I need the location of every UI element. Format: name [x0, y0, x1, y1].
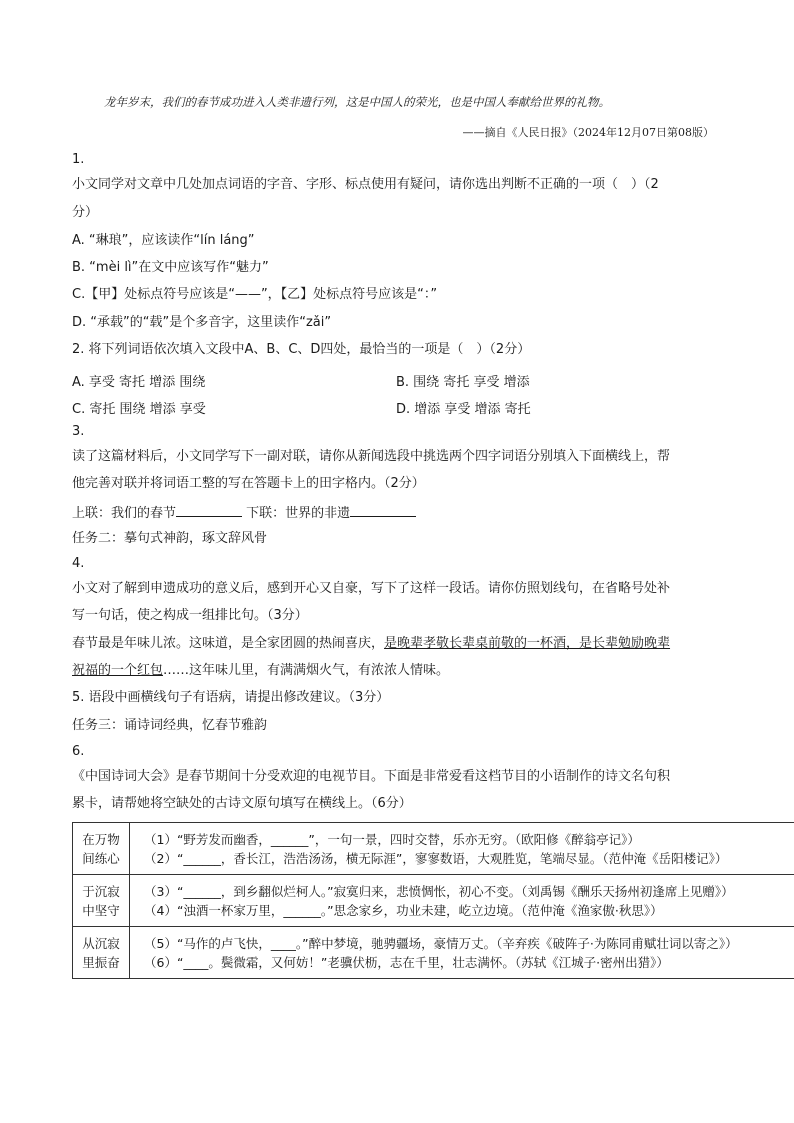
q1-stem-line2: 分）	[72, 205, 99, 220]
poem-fill-item-5[interactable]: （5）“马作的卢飞快，____。”醉中梦境，驰骋疆场，豪情万丈。（辛弃疾《破阵子·为陈同甫赋壮词以寄之》）	[144, 935, 738, 951]
q1-number: 1.	[72, 152, 85, 167]
q5-stem: 5. 语段中画横线句子有语病，请提出修改建议。（3分）	[72, 690, 390, 705]
q4-number: 4.	[72, 556, 85, 571]
table-row	[73, 927, 794, 979]
q2-option-a[interactable]: A. 享受 寄托 增添 围绕	[72, 375, 206, 390]
task2-heading: 任务二：摹句式神韵，琢文辞风骨	[72, 531, 268, 546]
q2-option-c[interactable]: C. 寄托 围绕 增添 享受	[72, 402, 206, 417]
row-label: 于沉寂 中坚守	[73, 875, 130, 927]
news-quote: 龙年岁末，我们的春节成功进入人类非遗行列，这是中国人的荣光，也是中国人奉献给世界的礼物。	[104, 95, 610, 109]
table-row	[73, 875, 794, 927]
poetry-card-table	[72, 822, 794, 979]
poem-fill-item-6[interactable]: （6）“____。鬓微霜，又何妨！”老骥伏枥，志在千里，壮志满怀。（苏轼《江城子·密州出猎》）	[144, 954, 669, 970]
underlined-sentence: 是晚辈孝敬长辈桌前敬的一杯酒，是长辈勉励晚辈	[384, 636, 671, 651]
q3-couplet	[72, 504, 416, 522]
task3-heading: 任务三：诵诗词经典，忆春节雅韵	[72, 718, 268, 733]
q2-option-d[interactable]: D. 增添 享受 增添 寄托	[396, 402, 531, 417]
poem-fill-item-4[interactable]: （4）“浊酒一杯家万里，______。”思念家乡，功业未建，屹立边境。（范仲淹《渔家傲·秋思》）	[144, 902, 663, 918]
poem-fill-item-1[interactable]: （1）“野芳发而幽香，______”，一句一景，四时交替，乐亦无穷。（欧阳修《醉翁亭记》）	[144, 831, 640, 847]
q1-stem-line1: 小文同学对文章中几处加点词语的字音、字形、标点使用有疑问，请你选出判断不正确的一项（ ）（2	[72, 177, 659, 192]
q4-stem-line2: 写一句话，使之构成一组排比句。（3分）	[72, 608, 308, 623]
q1-option-d[interactable]: D. “承载”的“载”是个多音字，这里读作“zǎi”	[72, 315, 332, 330]
q3-stem-line2: 他完善对联并将词语工整的写在答题卡上的田字格内。（2分）	[72, 476, 425, 491]
upper-couplet-blank[interactable]	[176, 504, 242, 517]
poem-fill-item-3[interactable]: （3）“______，到乡翻似烂柯人。”寂寞归来，悲愤惆怅，初心不变。（刘禹锡《酬乐天扬州初逢席上见赠》）	[144, 883, 734, 899]
lower-couplet-label: 下联：世界的非遗	[246, 506, 351, 521]
q4-stem-line1: 小文对了解到申遗成功的意义后，感到开心又自豪，写下了这样一段话。请你仿照划线句，在省略号处补	[72, 581, 671, 596]
q4-paragraph-line2	[72, 663, 449, 679]
poem-fill-item-2[interactable]: （2）“______，香长江，浩浩汤汤，横无际涯”，寥寥数语，大观胜览，笔端尽显。（范仲淹《岳阳楼记》）	[144, 850, 728, 866]
news-source: ——摘自《人民日报》（2024年12月07日第08版）	[462, 126, 714, 139]
row-label: 从沉寂 里振奋	[73, 927, 130, 979]
row-content	[130, 875, 794, 927]
upper-couplet-label: 上联：我们的春节	[72, 506, 177, 521]
underlined-sentence-end: 祝福的一个红包	[72, 663, 164, 678]
q3-stem-line1: 读了这篇材料后，小文同学写下一副对联，请你从新闻选段中挑选两个四字词语分别填入下面横线上，帮	[72, 449, 671, 464]
table-row	[73, 823, 794, 875]
row-content	[130, 823, 794, 875]
q2-option-b[interactable]: B. 围绕 寄托 享受 增添	[396, 375, 530, 390]
q4-paragraph-start: 春节最是年味儿浓。这味道，是全家团圆的热闹喜庆，	[72, 636, 385, 651]
q4-paragraph-line1	[72, 636, 670, 652]
q2-stem: 2. 将下列词语依次填入文段中A、B、C、D四处，最恰当的一项是（ ）（2分）	[72, 342, 531, 357]
q1-option-a[interactable]: A. “琳琅”，应该读作“lín láng”	[72, 233, 255, 248]
q4-paragraph-end: ……这年味儿里，有满满烟火气，有浓浓人情味。	[163, 663, 450, 678]
lower-couplet-blank[interactable]	[350, 504, 416, 517]
q6-number: 6.	[72, 744, 85, 759]
row-content	[130, 927, 794, 979]
row-label: 在万物 间练心	[73, 823, 130, 875]
q1-option-c[interactable]: C.【甲】处标点符号应该是“——”，【乙】处标点符号应该是“：”	[72, 287, 438, 302]
q1-option-b[interactable]: B. “mèi lì”在文中应该写作“魅力”	[72, 260, 269, 275]
q6-stem-line2: 累卡，请帮她将空缺处的古诗文原句填写在横线上。（6分）	[72, 796, 412, 811]
q6-stem-line1: 《中国诗词大会》是春节期间十分受欢迎的电视节目。下面是非常爱看这档节目的小语制作的诗文名句积	[72, 769, 671, 784]
q3-number: 3.	[72, 424, 85, 439]
